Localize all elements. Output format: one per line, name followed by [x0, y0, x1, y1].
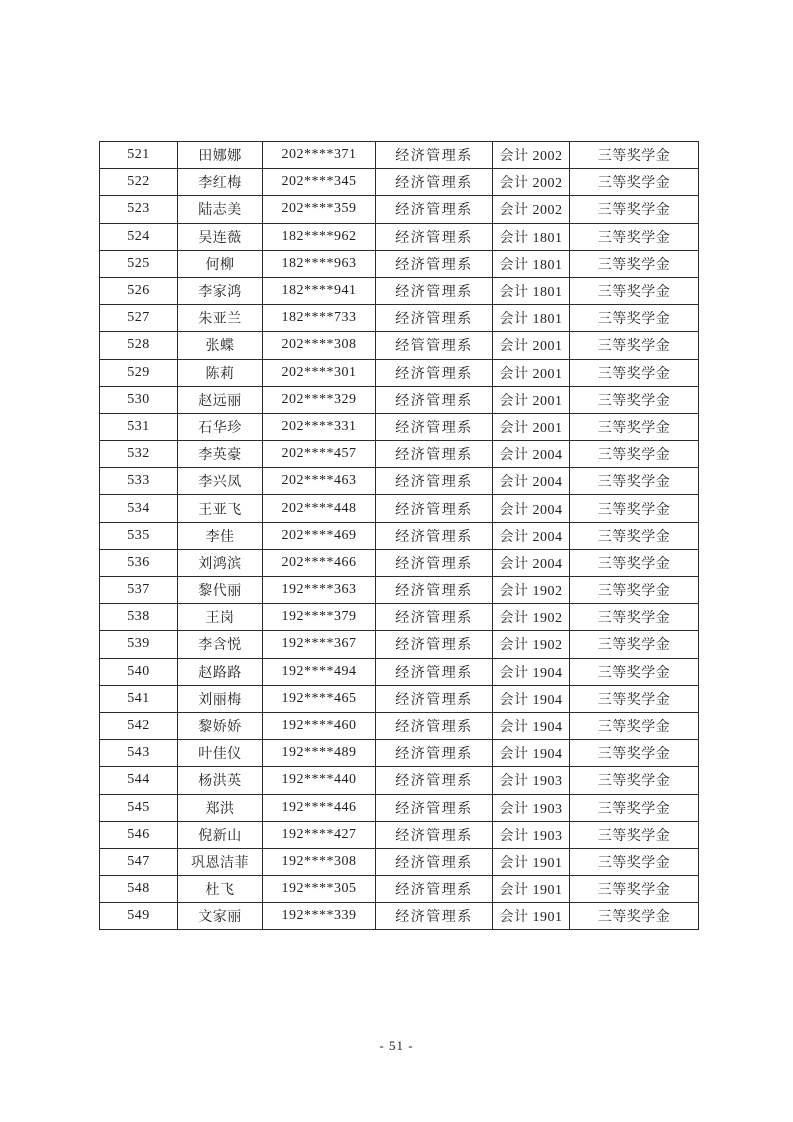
cell-student-id: 202****331 — [263, 413, 376, 440]
cell-row-number: 523 — [100, 196, 178, 223]
cell-class: 会计 2004 — [493, 468, 570, 495]
cell-class: 会计 1904 — [493, 658, 570, 685]
cell-award: 三等奖学金 — [570, 903, 699, 930]
table-row — [100, 359, 699, 386]
cell-student-id: 192****489 — [263, 740, 376, 767]
cell-student-name: 黎娇娇 — [178, 712, 263, 739]
table-row — [100, 631, 699, 658]
cell-class: 会计 1801 — [493, 277, 570, 304]
cell-student-id: 182****962 — [263, 223, 376, 250]
cell-student-id: 202****371 — [263, 142, 376, 169]
table-row — [100, 876, 699, 903]
cell-department: 经济管理系 — [376, 549, 493, 576]
cell-row-number: 544 — [100, 767, 178, 794]
cell-student-name: 文家丽 — [178, 903, 263, 930]
cell-award: 三等奖学金 — [570, 740, 699, 767]
table-row — [100, 277, 699, 304]
cell-class: 会计 2004 — [493, 549, 570, 576]
cell-award: 三等奖学金 — [570, 577, 699, 604]
table-row — [100, 577, 699, 604]
cell-award: 三等奖学金 — [570, 685, 699, 712]
cell-class: 会计 2004 — [493, 441, 570, 468]
cell-student-name: 李红梅 — [178, 169, 263, 196]
cell-department: 经济管理系 — [376, 223, 493, 250]
cell-student-id: 192****427 — [263, 821, 376, 848]
table-row — [100, 712, 699, 739]
cell-class: 会计 1901 — [493, 876, 570, 903]
table-row — [100, 848, 699, 875]
cell-student-name: 王亚飞 — [178, 495, 263, 522]
cell-student-name: 石华珍 — [178, 413, 263, 440]
cell-department: 经济管理系 — [376, 495, 493, 522]
cell-row-number: 526 — [100, 277, 178, 304]
table-row — [100, 821, 699, 848]
cell-class: 会计 1901 — [493, 903, 570, 930]
cell-award: 三等奖学金 — [570, 441, 699, 468]
cell-department: 经济管理系 — [376, 250, 493, 277]
cell-award: 三等奖学金 — [570, 549, 699, 576]
cell-class: 会计 1801 — [493, 250, 570, 277]
cell-student-name: 王岗 — [178, 604, 263, 631]
cell-department: 经济管理系 — [376, 142, 493, 169]
cell-student-name: 吴连薇 — [178, 223, 263, 250]
cell-award: 三等奖学金 — [570, 223, 699, 250]
cell-department: 经济管理系 — [376, 658, 493, 685]
cell-student-id: 192****465 — [263, 685, 376, 712]
cell-department: 经济管理系 — [376, 277, 493, 304]
cell-student-id: 192****308 — [263, 848, 376, 875]
cell-award: 三等奖学金 — [570, 848, 699, 875]
cell-row-number: 521 — [100, 142, 178, 169]
cell-department: 经管管理系 — [376, 332, 493, 359]
cell-row-number: 525 — [100, 250, 178, 277]
cell-row-number: 530 — [100, 386, 178, 413]
table-row — [100, 468, 699, 495]
cell-department: 经济管理系 — [376, 196, 493, 223]
cell-award: 三等奖学金 — [570, 631, 699, 658]
cell-class: 会计 2002 — [493, 142, 570, 169]
scholarship-table — [99, 141, 699, 930]
table-row — [100, 305, 699, 332]
cell-row-number: 524 — [100, 223, 178, 250]
cell-student-name: 叶佳仪 — [178, 740, 263, 767]
cell-student-id: 202****466 — [263, 549, 376, 576]
cell-student-name: 杜飞 — [178, 876, 263, 903]
cell-row-number: 532 — [100, 441, 178, 468]
cell-department: 经济管理系 — [376, 604, 493, 631]
cell-class: 会计 1901 — [493, 848, 570, 875]
table-row — [100, 441, 699, 468]
cell-department: 经济管理系 — [376, 468, 493, 495]
cell-student-name: 黎代丽 — [178, 577, 263, 604]
cell-row-number: 533 — [100, 468, 178, 495]
cell-class: 会计 1903 — [493, 767, 570, 794]
cell-class: 会计 1903 — [493, 821, 570, 848]
table-row — [100, 903, 699, 930]
cell-row-number: 540 — [100, 658, 178, 685]
cell-student-name: 李兴凤 — [178, 468, 263, 495]
cell-student-id: 182****941 — [263, 277, 376, 304]
cell-student-id: 202****457 — [263, 441, 376, 468]
cell-department: 经济管理系 — [376, 767, 493, 794]
table-row — [100, 658, 699, 685]
cell-department: 经济管理系 — [376, 522, 493, 549]
table-row — [100, 196, 699, 223]
cell-row-number: 539 — [100, 631, 178, 658]
cell-department: 经济管理系 — [376, 413, 493, 440]
cell-department: 经济管理系 — [376, 740, 493, 767]
cell-department: 经济管理系 — [376, 876, 493, 903]
cell-row-number: 538 — [100, 604, 178, 631]
cell-student-id: 182****733 — [263, 305, 376, 332]
cell-row-number: 522 — [100, 169, 178, 196]
table-row — [100, 604, 699, 631]
cell-row-number: 528 — [100, 332, 178, 359]
cell-class: 会计 1904 — [493, 685, 570, 712]
cell-row-number: 549 — [100, 903, 178, 930]
cell-row-number: 527 — [100, 305, 178, 332]
cell-row-number: 535 — [100, 522, 178, 549]
table-row — [100, 767, 699, 794]
cell-row-number: 543 — [100, 740, 178, 767]
cell-award: 三等奖学金 — [570, 413, 699, 440]
cell-row-number: 534 — [100, 495, 178, 522]
cell-department: 经济管理系 — [376, 305, 493, 332]
cell-award: 三等奖学金 — [570, 196, 699, 223]
cell-award: 三等奖学金 — [570, 794, 699, 821]
table-row — [100, 250, 699, 277]
cell-award: 三等奖学金 — [570, 332, 699, 359]
cell-class: 会计 1904 — [493, 712, 570, 739]
cell-student-id: 202****308 — [263, 332, 376, 359]
cell-student-id: 192****367 — [263, 631, 376, 658]
cell-class: 会计 1903 — [493, 794, 570, 821]
table-row — [100, 495, 699, 522]
cell-award: 三等奖学金 — [570, 495, 699, 522]
cell-award: 三等奖学金 — [570, 767, 699, 794]
cell-student-name: 杨洪英 — [178, 767, 263, 794]
cell-row-number: 529 — [100, 359, 178, 386]
table-row — [100, 794, 699, 821]
cell-student-name: 朱亚兰 — [178, 305, 263, 332]
cell-award: 三等奖学金 — [570, 658, 699, 685]
table-row — [100, 522, 699, 549]
cell-row-number: 548 — [100, 876, 178, 903]
cell-student-id: 202****359 — [263, 196, 376, 223]
cell-row-number: 536 — [100, 549, 178, 576]
cell-student-id: 202****463 — [263, 468, 376, 495]
cell-student-id: 202****448 — [263, 495, 376, 522]
cell-student-id: 192****339 — [263, 903, 376, 930]
cell-award: 三等奖学金 — [570, 305, 699, 332]
cell-department: 经济管理系 — [376, 359, 493, 386]
cell-award: 三等奖学金 — [570, 876, 699, 903]
cell-student-id: 192****446 — [263, 794, 376, 821]
cell-student-name: 陈莉 — [178, 359, 263, 386]
cell-class: 会计 2004 — [493, 495, 570, 522]
cell-student-name: 赵路路 — [178, 658, 263, 685]
cell-student-name: 刘丽梅 — [178, 685, 263, 712]
cell-award: 三等奖学金 — [570, 821, 699, 848]
cell-class: 会计 1902 — [493, 577, 570, 604]
table-row — [100, 223, 699, 250]
cell-student-id: 202****345 — [263, 169, 376, 196]
cell-student-id: 202****301 — [263, 359, 376, 386]
cell-class: 会计 1902 — [493, 631, 570, 658]
cell-student-name: 何柳 — [178, 250, 263, 277]
cell-department: 经济管理系 — [376, 169, 493, 196]
cell-student-id: 192****494 — [263, 658, 376, 685]
table-row — [100, 169, 699, 196]
cell-student-name: 陆志美 — [178, 196, 263, 223]
cell-class: 会计 2001 — [493, 332, 570, 359]
cell-student-name: 李家鸿 — [178, 277, 263, 304]
cell-award: 三等奖学金 — [570, 277, 699, 304]
cell-student-name: 张蝶 — [178, 332, 263, 359]
cell-class: 会计 2001 — [493, 413, 570, 440]
cell-row-number: 547 — [100, 848, 178, 875]
cell-class: 会计 1904 — [493, 740, 570, 767]
table-row — [100, 740, 699, 767]
cell-row-number: 542 — [100, 712, 178, 739]
table-row — [100, 413, 699, 440]
cell-student-name: 刘鸿滨 — [178, 549, 263, 576]
page-number: - 51 - — [379, 1038, 414, 1053]
cell-row-number: 545 — [100, 794, 178, 821]
cell-row-number: 531 — [100, 413, 178, 440]
cell-class: 会计 2001 — [493, 359, 570, 386]
cell-student-id: 192****363 — [263, 577, 376, 604]
cell-class: 会计 2002 — [493, 169, 570, 196]
cell-student-name: 倪新山 — [178, 821, 263, 848]
table-row — [100, 142, 699, 169]
cell-department: 经济管理系 — [376, 848, 493, 875]
cell-student-name: 郑洪 — [178, 794, 263, 821]
cell-award: 三等奖学金 — [570, 468, 699, 495]
table-body — [100, 142, 699, 930]
cell-student-id: 182****963 — [263, 250, 376, 277]
cell-student-id: 192****379 — [263, 604, 376, 631]
cell-department: 经济管理系 — [376, 794, 493, 821]
cell-student-name: 田娜娜 — [178, 142, 263, 169]
cell-department: 经济管理系 — [376, 631, 493, 658]
cell-student-name: 李含悦 — [178, 631, 263, 658]
cell-class: 会计 2002 — [493, 196, 570, 223]
cell-student-name: 巩恩洁菲 — [178, 848, 263, 875]
cell-department: 经济管理系 — [376, 821, 493, 848]
cell-row-number: 546 — [100, 821, 178, 848]
cell-department: 经济管理系 — [376, 577, 493, 604]
cell-department: 经济管理系 — [376, 903, 493, 930]
cell-department: 经济管理系 — [376, 441, 493, 468]
cell-department: 经济管理系 — [376, 386, 493, 413]
cell-award: 三等奖学金 — [570, 359, 699, 386]
table-row — [100, 685, 699, 712]
cell-student-name: 赵远丽 — [178, 386, 263, 413]
cell-student-name: 李英豪 — [178, 441, 263, 468]
cell-award: 三等奖学金 — [570, 604, 699, 631]
cell-award: 三等奖学金 — [570, 712, 699, 739]
cell-student-name: 李佳 — [178, 522, 263, 549]
cell-award: 三等奖学金 — [570, 250, 699, 277]
cell-award: 三等奖学金 — [570, 386, 699, 413]
table-row — [100, 386, 699, 413]
cell-class: 会计 1801 — [493, 305, 570, 332]
cell-student-id: 202****329 — [263, 386, 376, 413]
cell-award: 三等奖学金 — [570, 522, 699, 549]
cell-award: 三等奖学金 — [570, 142, 699, 169]
cell-department: 经济管理系 — [376, 685, 493, 712]
table-row — [100, 332, 699, 359]
cell-department: 经济管理系 — [376, 712, 493, 739]
cell-student-id: 192****305 — [263, 876, 376, 903]
cell-class: 会计 2004 — [493, 522, 570, 549]
cell-student-id: 192****460 — [263, 712, 376, 739]
cell-student-id: 202****469 — [263, 522, 376, 549]
cell-class: 会计 1902 — [493, 604, 570, 631]
cell-class: 会计 1801 — [493, 223, 570, 250]
table-row — [100, 549, 699, 576]
cell-student-id: 192****440 — [263, 767, 376, 794]
cell-award: 三等奖学金 — [570, 169, 699, 196]
cell-row-number: 541 — [100, 685, 178, 712]
cell-row-number: 537 — [100, 577, 178, 604]
cell-class: 会计 2001 — [493, 386, 570, 413]
